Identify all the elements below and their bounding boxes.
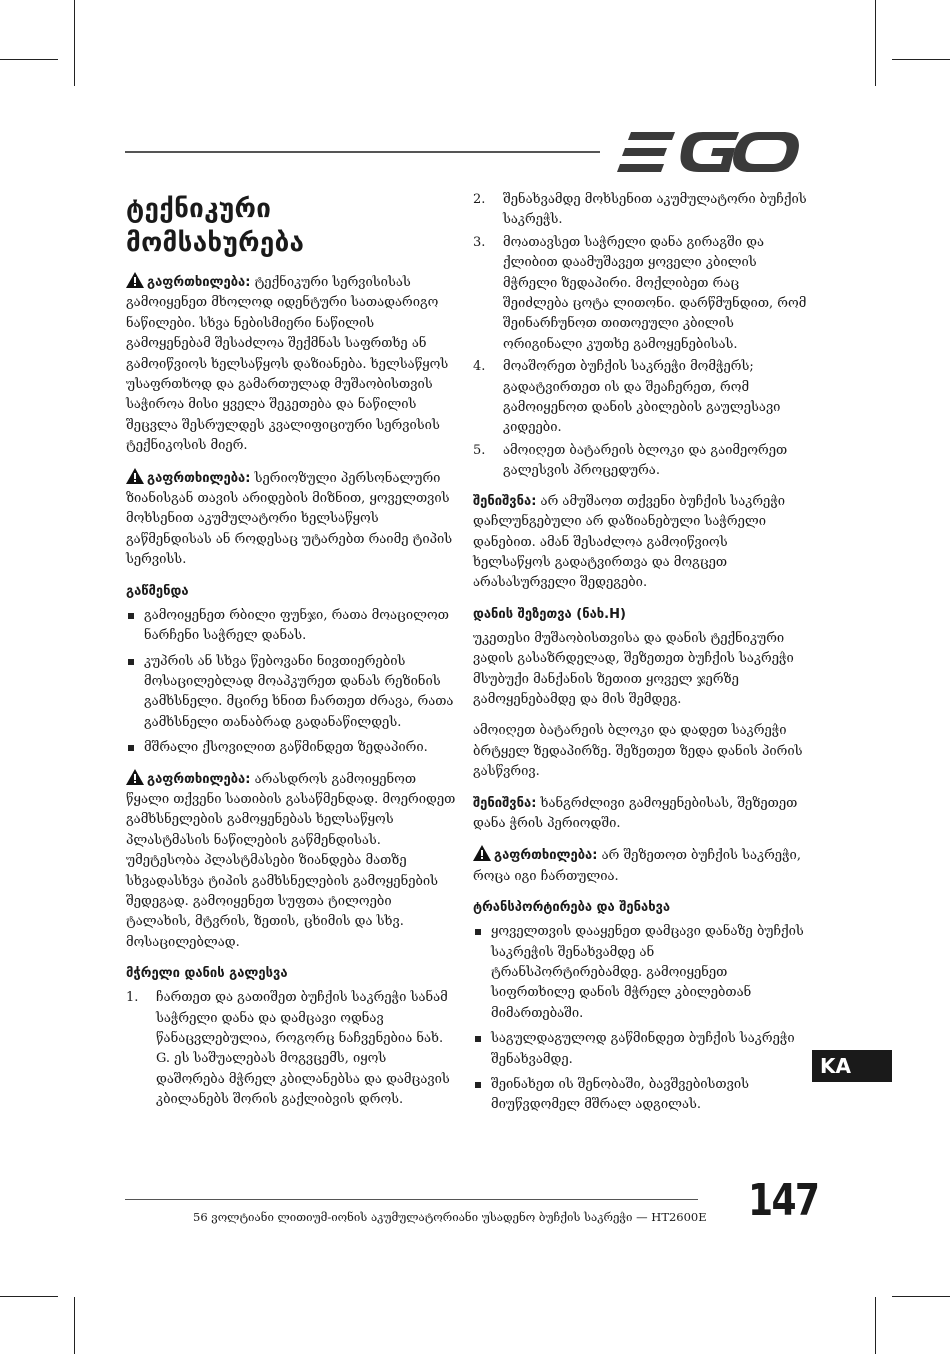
bullet-icon	[475, 1036, 481, 1042]
crop-mark	[0, 1296, 58, 1297]
lubrication-paragraph: უკეთესი მუშაობისთვისა და დანის ტექნიკური ვადის გასაზრდელად, შეზეთეთ ბუჩქის საკრეჭი მსუბუქი მანქანის ზეთით ყოველ ჯერზე გამოყენებამდე და მის შემდეგ.	[473, 630, 794, 707]
transport-heading: ტრანსპორტირება და შენახვა	[473, 900, 671, 916]
footer-rule	[125, 1199, 698, 1200]
list-item-text: გამოიყენეთ რბილი ფუნჯი, რათა მოაცილოთ ნარჩენი საჭრელ დანას.	[144, 607, 449, 644]
step-number: 5.	[473, 442, 486, 458]
warning-text: არასდროს გამოიყენოთ წყალი თქვენი სათიბის გასაწმენდად. მოერიდეთ გამხსნელების გამოყენებას ხელსაწყოს პლასტმასის ნაწილების გაწმენდისას. უმეტესობა პლასტმასები ზიანდება მათზე სხვადასხვა ტიპის გამხსნელების გამოყენების შედეგად. გამოიყენეთ სუფთა ტილოები ტალახის, მტვრის, ზეთის, ცხიმის და სხვ. მოსაცილებლად.	[126, 771, 456, 950]
crop-mark	[892, 59, 950, 60]
page-title: ტექნიკური მომსახურება	[126, 194, 305, 258]
warning-icon	[126, 769, 144, 785]
list-item-text: კუპრის ან სხვა წებოვანი ნივთიერების მოსაცილებლად მოაპკურეთ დანას რეზინის გამხსნელი. მცირე ხნით ჩართეთ ძრავა, რათა გამხსნელი თანაბრად გადანაწილდეს.	[144, 653, 454, 730]
step-item	[126, 988, 456, 1110]
list-item-text: შეინახეთ ის შენობაში, ბავშვებისთვის მიუწვდომელ მშრალ ადგილას.	[491, 1077, 750, 1113]
list-item-text: მშრალი ქსოვილით გაწმინდეთ ზედაპირი.	[144, 740, 428, 756]
step-item	[473, 357, 808, 439]
warning-paragraph	[126, 272, 456, 457]
step-item	[473, 190, 808, 231]
transport-list	[473, 922, 808, 1116]
bullet-icon	[475, 929, 481, 935]
warning-label: გაფრთხილება:	[147, 470, 251, 486]
step-item	[473, 233, 808, 355]
header-rule	[125, 151, 600, 153]
lubrication-heading: დანის შეზეთვა (ნახ.H)	[473, 606, 626, 622]
step-item	[473, 441, 808, 482]
sharpening-steps-continued	[473, 190, 808, 482]
note-text: არ ამუშაოთ თქვენი ბუჩქის საკრეჭი დაჩლუნგებული არ დაზიანებული საჭრელი დანებით. ამან შესაძლოა გამოიწვიოს ხელსაწყოს გადატვირთვა და მოგცეთ არასასურველი შედეგები.	[473, 493, 786, 591]
sharpening-steps	[126, 988, 456, 1110]
cleaning-list	[126, 606, 456, 759]
warning-text: სერიოზული პერსონალური ზიანისგან თავის არიდების მიზნით, ყოველთვის მოხსენით აკუმულატორი ხელსაწყოს გაწმენდისას ან როდესაც უტარებთ რაიმე ტიპის სერვისს.	[126, 470, 453, 568]
list-item-text: საგულდაგულოდ გაწმინდეთ ბუჩქის საკრეჭი შენახვამდე.	[491, 1031, 795, 1067]
crop-mark	[0, 59, 58, 60]
list-item	[126, 606, 456, 647]
step-number: 4.	[473, 359, 486, 375]
left-column	[126, 192, 456, 1121]
language-tab: KA	[812, 1050, 892, 1082]
bullet-icon	[128, 613, 134, 619]
step-number: 1.	[126, 990, 139, 1006]
crop-mark	[875, 0, 876, 86]
page-number: 147	[748, 1175, 819, 1226]
bullet-icon	[128, 745, 134, 751]
warning-label: გაფრთხილება:	[147, 275, 251, 290]
footer-text: 56 ვოლტიანი ლითიუმ-იონის აკუმულატორიანი უსადენო ბუჩქის საკრეჭი — HT2600E	[193, 1210, 707, 1224]
warning-paragraph	[126, 468, 456, 571]
list-item	[473, 1075, 808, 1116]
note-paragraph	[473, 492, 808, 594]
note-paragraph	[473, 794, 808, 835]
ego-logo	[617, 132, 799, 172]
warning-icon	[473, 845, 491, 861]
step-text: მოათავსეთ საჭრელი დანა გირაგში და ქლიბით დაამუშავეთ ყოველი კბილის მჭრელი ზედაპირი. მოქლიბეთ რაც შეიძლება ცოტა ლითონი. დარწმუნდით, რომ შეინარჩუნოთ თითოეული კბილის ორიგინალი კუთხე გამოყენებისას.	[503, 234, 807, 352]
crop-mark	[892, 1296, 950, 1297]
warning-paragraph	[473, 845, 808, 887]
step-number: 2.	[473, 192, 486, 207]
blade-sharpening-heading: მჭრელი დანის გალესვა	[126, 966, 288, 982]
step-text: ჩართეთ და გათიშეთ ბუჩქის საკრეჭი სანამ საჭრელი დანა და დამცავი ოდნავ წანაცვლებულია, როგორც ნაჩვენებია ნახ. G. ეს საშუალებას მოგვცემს, იყოს დაშორება მჭრელ კბილანებსა და დამცავის კბილანებს შორის გაქლიბვის დროს.	[156, 990, 450, 1108]
warning-label: გაფრთხილება:	[147, 771, 251, 787]
step-text: შენახვამდე მოხსენით აკუმულატორი ბუჩქის საკრეჭს.	[503, 192, 807, 228]
cleaning-heading: გაწმენდა	[126, 583, 189, 599]
lubrication-paragraph: ამოიღეთ ბატარეის ბლოკი და დადეთ საკრეჭი ბრტყელ ზედაპირზე. შეზეთეთ ზედა დანის პირის გასწვრივ.	[473, 723, 803, 780]
list-item	[473, 922, 808, 1024]
bullet-icon	[475, 1082, 481, 1088]
step-text: მოაშორეთ ბუჩქის საკრეჭი მომჭერს; გადატვირთეთ ის და შეაჩერეთ, რომ გამოიყენოთ დანის კბილების გაულესავი კიდეები.	[503, 359, 781, 436]
warning-paragraph	[126, 769, 456, 954]
step-text: ამოიღეთ ბატარეის ბლოკი და გაიმეორეთ გალესვის პროცედურა.	[503, 442, 788, 479]
warning-text: არ შეზეთოთ ბუჩქის საკრეჭი, როცა იგი ჩართულია.	[473, 848, 801, 884]
bullet-icon	[128, 659, 134, 665]
warning-text: ტექნიკური სერვისისას გამოიყენეთ მხოლოდ იდენტური სათადარიგო ნაწილები. სხვა ნებისმიერი ნაწილის გამოყენებამ შესაძლოა შექმნას საფრთხე ან გამოიწვიოს ხელსაწყოს დაზიანება. ხელსაწყოს უსაფრთხოდ და გამართულად მუშაობისთვის საჭიროა მისი ყველა შეკეთება და ნაწილის შეცვლა შესრულდეს კვალიფიციური სერვისის ტექნიკოსის მიერ.	[126, 275, 449, 454]
note-label: შენიშვნა:	[473, 493, 537, 509]
list-item-text: ყოველთვის დააყენეთ დამცავი დანაზე ბუჩქის საკრეჭის შენახვამდე ან ტრანსპორტირებამდე. გამოიყენეთ სიფრთხილე დანის მჭრელ კბილებთან მიმართებაში.	[491, 924, 804, 1021]
crop-mark	[74, 0, 75, 86]
note-text: ხანგრძლივი გამოყენებისას, შეზეთეთ დანა ჭრის პერიოდში.	[473, 795, 798, 831]
crop-mark	[875, 1297, 876, 1354]
warning-icon	[126, 468, 144, 484]
list-item	[126, 652, 456, 734]
list-item	[473, 1029, 808, 1070]
list-item	[126, 738, 456, 758]
note-label: შენიშვნა:	[473, 795, 537, 811]
crop-mark	[74, 1297, 75, 1354]
warning-icon	[126, 272, 144, 288]
right-column	[473, 190, 808, 1126]
step-number: 3.	[473, 234, 486, 250]
warning-label: გაფრთხილება:	[494, 848, 598, 864]
